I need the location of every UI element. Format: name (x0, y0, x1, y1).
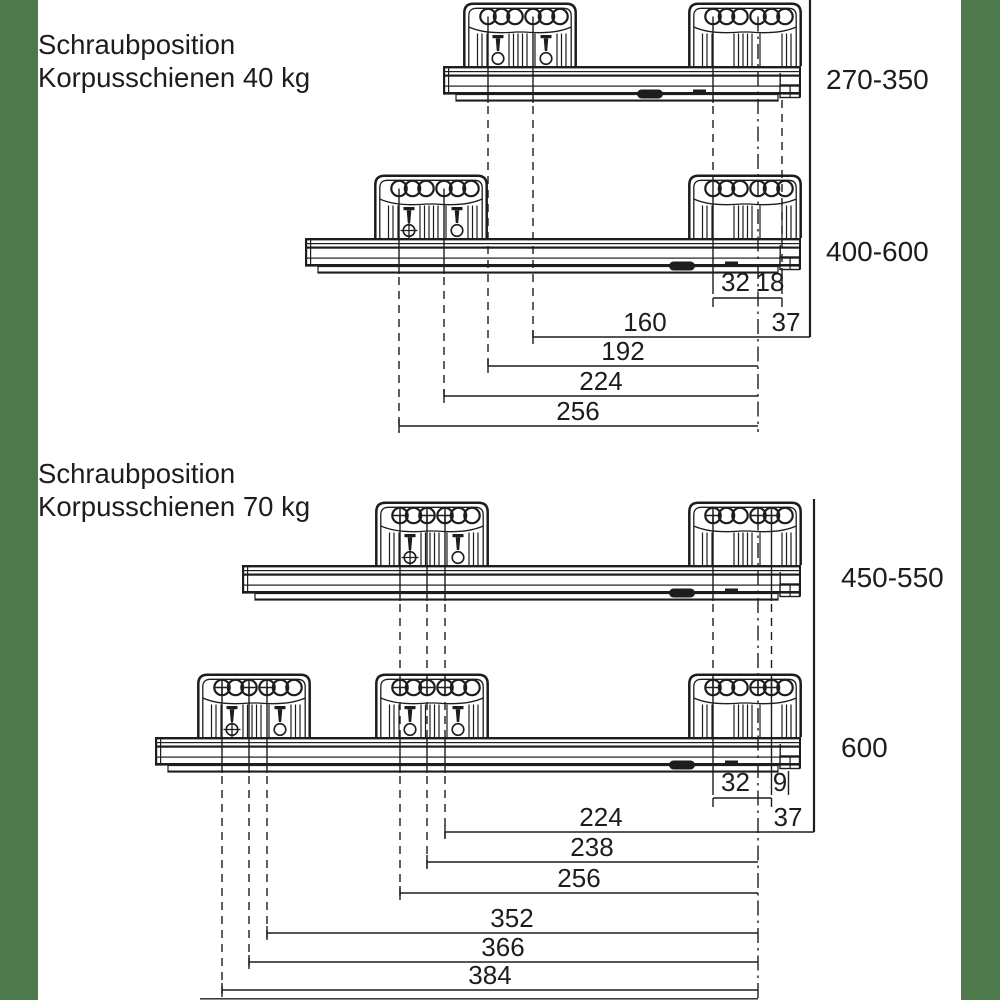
green-edge-strip-left (0, 0, 38, 1000)
rail-length-range-label: 270-350 (826, 64, 929, 95)
dimension-label-192: 192 (601, 336, 645, 366)
dimension-label-352: 352 (490, 903, 534, 933)
dimension-label-37: 37 (773, 802, 803, 832)
dimension-label-32: 32 (721, 767, 750, 797)
section-title-line1: Schraubposition (38, 29, 236, 60)
rail-release-tab (637, 90, 663, 99)
dimension-label-32: 32 (721, 267, 750, 297)
rail-release-tab (669, 589, 695, 598)
rail-release-tab (669, 262, 695, 271)
dimension-label-384: 384 (468, 960, 512, 990)
dimension-label-238: 238 (570, 832, 614, 862)
dimension-label-18: 18 (755, 267, 785, 297)
rail-release-tab (669, 761, 695, 770)
dimension-label-160: 160 (623, 307, 667, 337)
section-title-line2: Korpusschienen 70 kg (38, 491, 311, 522)
section-title-line1: Schraubposition (38, 458, 236, 489)
dimension-label-9: 9 (772, 767, 788, 797)
dimension-label-366: 366 (481, 932, 525, 962)
rail-length-range-label: 400-600 (826, 236, 929, 267)
dimension-label-37: 37 (771, 307, 801, 337)
rail-length-range-label: 600 (841, 732, 888, 763)
dimension-label-256: 256 (556, 396, 600, 426)
dimension-label-224: 224 (579, 802, 623, 832)
rail-length-range-label: 450-550 (841, 562, 944, 593)
dimension-label-224: 224 (579, 366, 623, 396)
green-edge-strip-right (961, 0, 1000, 1000)
dimension-label-256: 256 (557, 863, 601, 893)
section-title-line2: Korpusschienen 40 kg (38, 62, 311, 93)
